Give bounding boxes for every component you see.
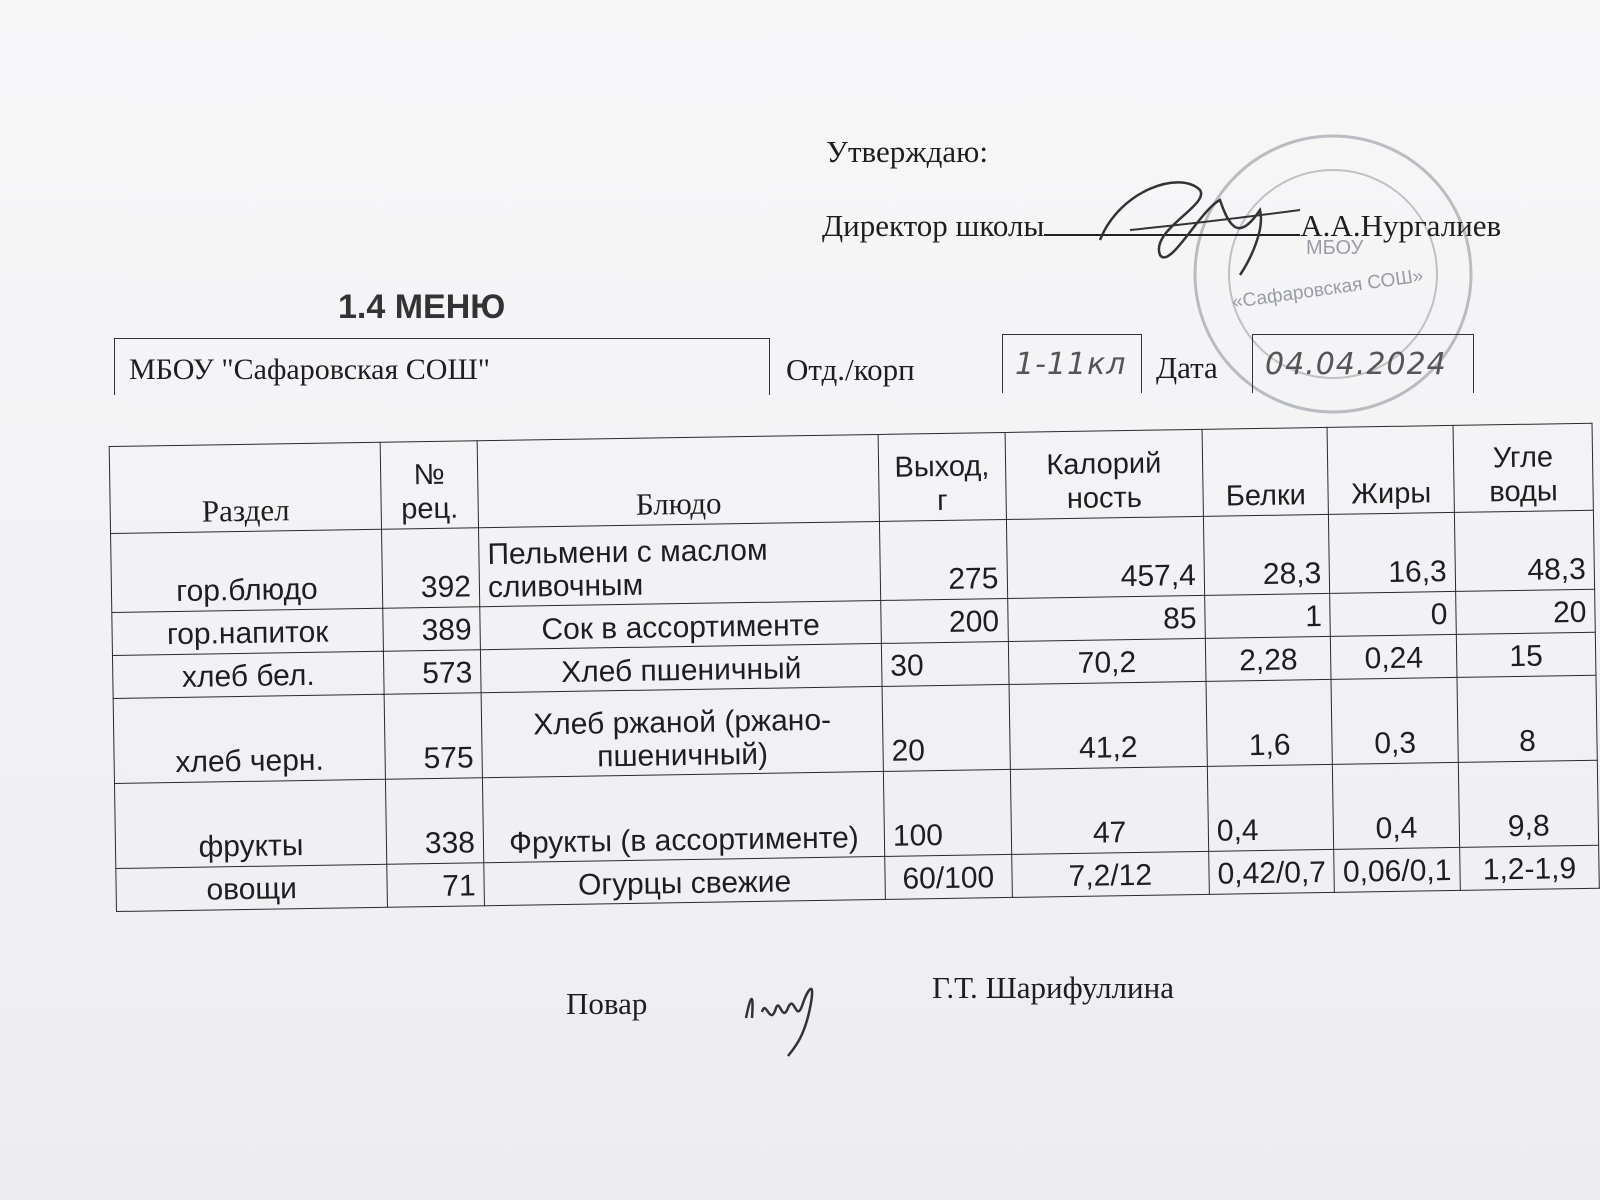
cell-calories: 41,2 xyxy=(1009,681,1208,769)
cell-recipe: 573 xyxy=(383,650,481,695)
cell-output: 30 xyxy=(881,641,1008,686)
cell-dish: Хлеб ржаной (ржано-пшеничный) xyxy=(481,686,883,777)
cell-section: гор.напиток xyxy=(112,608,384,655)
header-fat: Жиры xyxy=(1327,425,1454,514)
cell-calories: 47 xyxy=(1010,766,1209,854)
cell-dish: Пельмени с маслом сливочным xyxy=(479,521,881,606)
cook-name: Г.Т. Шарифуллина xyxy=(932,970,1174,1005)
stamp-line-2: «Сафаровская СОШ» xyxy=(1230,265,1425,314)
date-label: Дата xyxy=(1156,350,1218,385)
cell-section: овощи xyxy=(116,864,388,911)
cell-calories: 85 xyxy=(1007,595,1205,641)
cell-fat: 0,4 xyxy=(1333,762,1460,849)
cell-calories: 457,4 xyxy=(1006,516,1205,598)
director-signature xyxy=(1090,170,1310,280)
director-name: А.А.Нургалиев xyxy=(1300,208,1502,243)
approve-label: Утверждаю: xyxy=(826,134,988,169)
cell-section: хлеб бел. xyxy=(112,651,384,698)
department-label: Отд./корп xyxy=(786,352,915,387)
cook-signature xyxy=(736,968,846,1058)
cell-output: 200 xyxy=(881,598,1008,643)
cell-recipe: 389 xyxy=(383,607,481,652)
cell-carbs: 9,8 xyxy=(1458,760,1598,847)
cell-output: 60/100 xyxy=(885,854,1012,899)
cell-carbs: 20 xyxy=(1456,589,1596,634)
cell-dish: Огурцы свежие xyxy=(484,856,886,905)
cell-fat: 16,3 xyxy=(1329,512,1456,593)
director-label: Директор школы xyxy=(822,208,1045,243)
cell-recipe: 338 xyxy=(385,778,483,865)
header-carbs: Угле воды xyxy=(1453,423,1593,512)
page-title: 1.4 МЕНЮ xyxy=(338,288,506,326)
cell-dish: Фрукты (в ассортименте) xyxy=(482,771,884,862)
cell-recipe: 392 xyxy=(382,528,480,609)
cell-fat: 0,06/0,1 xyxy=(1334,847,1460,892)
cell-carbs: 8 xyxy=(1457,675,1597,762)
department-value: 1-11кл xyxy=(1015,347,1127,382)
header-section: Раздел xyxy=(109,442,381,533)
school-box xyxy=(114,338,770,395)
cell-protein: 0,4 xyxy=(1207,764,1334,851)
header-recipe: № рец. xyxy=(380,441,478,530)
header-protein: Белки xyxy=(1202,427,1329,516)
cell-section: хлеб черн. xyxy=(113,694,385,783)
cell-section: гор.блюдо xyxy=(111,529,383,612)
cell-protein: 0,42/0,7 xyxy=(1209,849,1335,894)
cook-label: Повар xyxy=(566,986,648,1021)
cell-output: 275 xyxy=(879,519,1007,600)
cell-fat: 0 xyxy=(1330,591,1456,636)
date-box xyxy=(1252,334,1474,393)
cell-protein: 1 xyxy=(1205,593,1331,638)
cell-dish: Хлеб пшеничный xyxy=(480,643,882,692)
cell-carbs: 15 xyxy=(1456,632,1596,677)
cell-carbs: 1,2-1,9 xyxy=(1460,845,1600,890)
cell-fat: 0,3 xyxy=(1331,677,1458,764)
cell-fat: 0,24 xyxy=(1331,634,1457,679)
cell-output: 20 xyxy=(882,684,1010,771)
cell-recipe: 71 xyxy=(387,863,485,908)
date-value: 04.04.2024 xyxy=(1265,347,1447,382)
cell-output: 100 xyxy=(883,769,1011,856)
cell-dish: Сок в ассортименте xyxy=(480,600,882,649)
cell-recipe: 575 xyxy=(384,693,482,780)
cell-calories: 70,2 xyxy=(1008,638,1206,684)
department-box xyxy=(1002,334,1142,393)
header-dish: Блюдо xyxy=(477,434,879,527)
stamp-line-1: МБОУ xyxy=(1306,237,1364,259)
school-name: МБОУ "Сафаровская СОШ" xyxy=(129,353,490,386)
cell-carbs: 48,3 xyxy=(1454,510,1594,591)
cell-protein: 28,3 xyxy=(1203,514,1330,595)
cell-section: фрукты xyxy=(114,779,386,868)
cell-protein: 1,6 xyxy=(1206,679,1333,766)
header-output: Выход, г xyxy=(878,432,1006,521)
header-calories: Калорий ность xyxy=(1005,429,1204,519)
menu-table xyxy=(109,423,1600,912)
cell-protein: 2,28 xyxy=(1205,636,1331,681)
cell-calories: 7,2/12 xyxy=(1011,851,1209,897)
